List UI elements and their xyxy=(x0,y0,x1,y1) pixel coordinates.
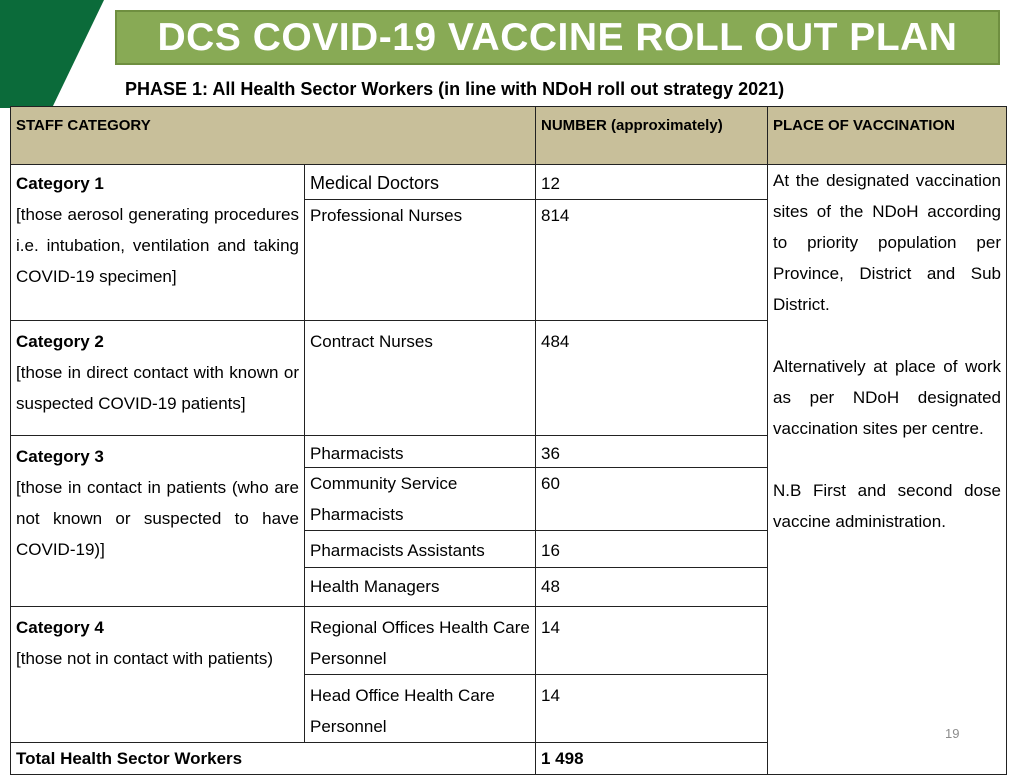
staff-cell: Head Office Health Care Personnel xyxy=(305,675,536,743)
corner-decoration xyxy=(0,0,110,110)
table-header-row xyxy=(11,107,1007,165)
category-desc: [those in direct contact with known or suspected COVID-19 patients] xyxy=(16,363,299,413)
place-text-3: N.B First and second dose vaccine administration. xyxy=(773,481,1001,531)
title-banner xyxy=(115,10,1000,65)
staff-cell: Contract Nurses xyxy=(305,321,536,436)
category-name: Category 2 xyxy=(16,332,104,351)
category-desc: [those in contact in patients (who are not known or suspected to have COVID-19)] xyxy=(16,478,299,559)
header-staff-category: STAFF CATEGORY xyxy=(11,107,536,165)
number-cell: 48 xyxy=(536,568,768,607)
category-4-cell xyxy=(11,607,305,743)
page-title: DCS COVID-19 VACCINE ROLL OUT PLAN xyxy=(157,15,958,59)
category-1-cell xyxy=(11,165,305,321)
number-cell: 60 xyxy=(536,468,768,531)
number-cell: 14 xyxy=(536,675,768,743)
header-place: PLACE OF VACCINATION xyxy=(768,107,1007,165)
staff-cell: Professional Nurses xyxy=(305,200,536,321)
number-cell: 12 xyxy=(536,165,768,200)
category-desc: [those not in contact with patients) xyxy=(16,649,274,668)
place-of-vaccination-cell xyxy=(768,165,1007,775)
rollout-table xyxy=(10,106,1007,775)
category-name: Category 3 xyxy=(16,447,104,466)
header-number: NUMBER (approximately) xyxy=(536,107,768,165)
staff-cell: Community Service Pharmacists xyxy=(305,468,536,531)
number-cell: 14 xyxy=(536,607,768,675)
category-2-cell xyxy=(11,321,305,436)
total-label: Total Health Sector Workers xyxy=(11,743,536,775)
page-number: 19 xyxy=(945,726,960,741)
category-name: Category 4 xyxy=(16,618,104,637)
place-text-1: At the designated vaccination sites of the NDoH according to priority population per Province, District and Sub District. xyxy=(773,171,1001,314)
total-value: 1 498 xyxy=(536,743,768,775)
category-3-cell xyxy=(11,436,305,607)
number-cell: 814 xyxy=(536,200,768,321)
category-name: Category 1 xyxy=(16,174,104,193)
number-cell: 484 xyxy=(536,321,768,436)
number-cell: 16 xyxy=(536,531,768,568)
table-row xyxy=(11,165,1007,200)
number-cell: 36 xyxy=(536,436,768,468)
staff-cell: Regional Offices Health Care Personnel xyxy=(305,607,536,675)
staff-cell: Health Managers xyxy=(305,568,536,607)
place-text-2: Alternatively at place of work as per NDoH designated vaccination sites per centre. xyxy=(773,357,1001,438)
staff-cell: Medical Doctors xyxy=(305,165,536,200)
phase-subtitle: PHASE 1: All Health Sector Workers (in line with NDoH roll out strategy 2021) xyxy=(125,79,785,99)
staff-cell: Pharmacists xyxy=(305,436,536,468)
staff-cell: Pharmacists Assistants xyxy=(305,531,536,568)
category-desc: [those aerosol generating procedures i.e. intubation, ventilation and taking COVID-19 specimen] xyxy=(16,205,299,286)
